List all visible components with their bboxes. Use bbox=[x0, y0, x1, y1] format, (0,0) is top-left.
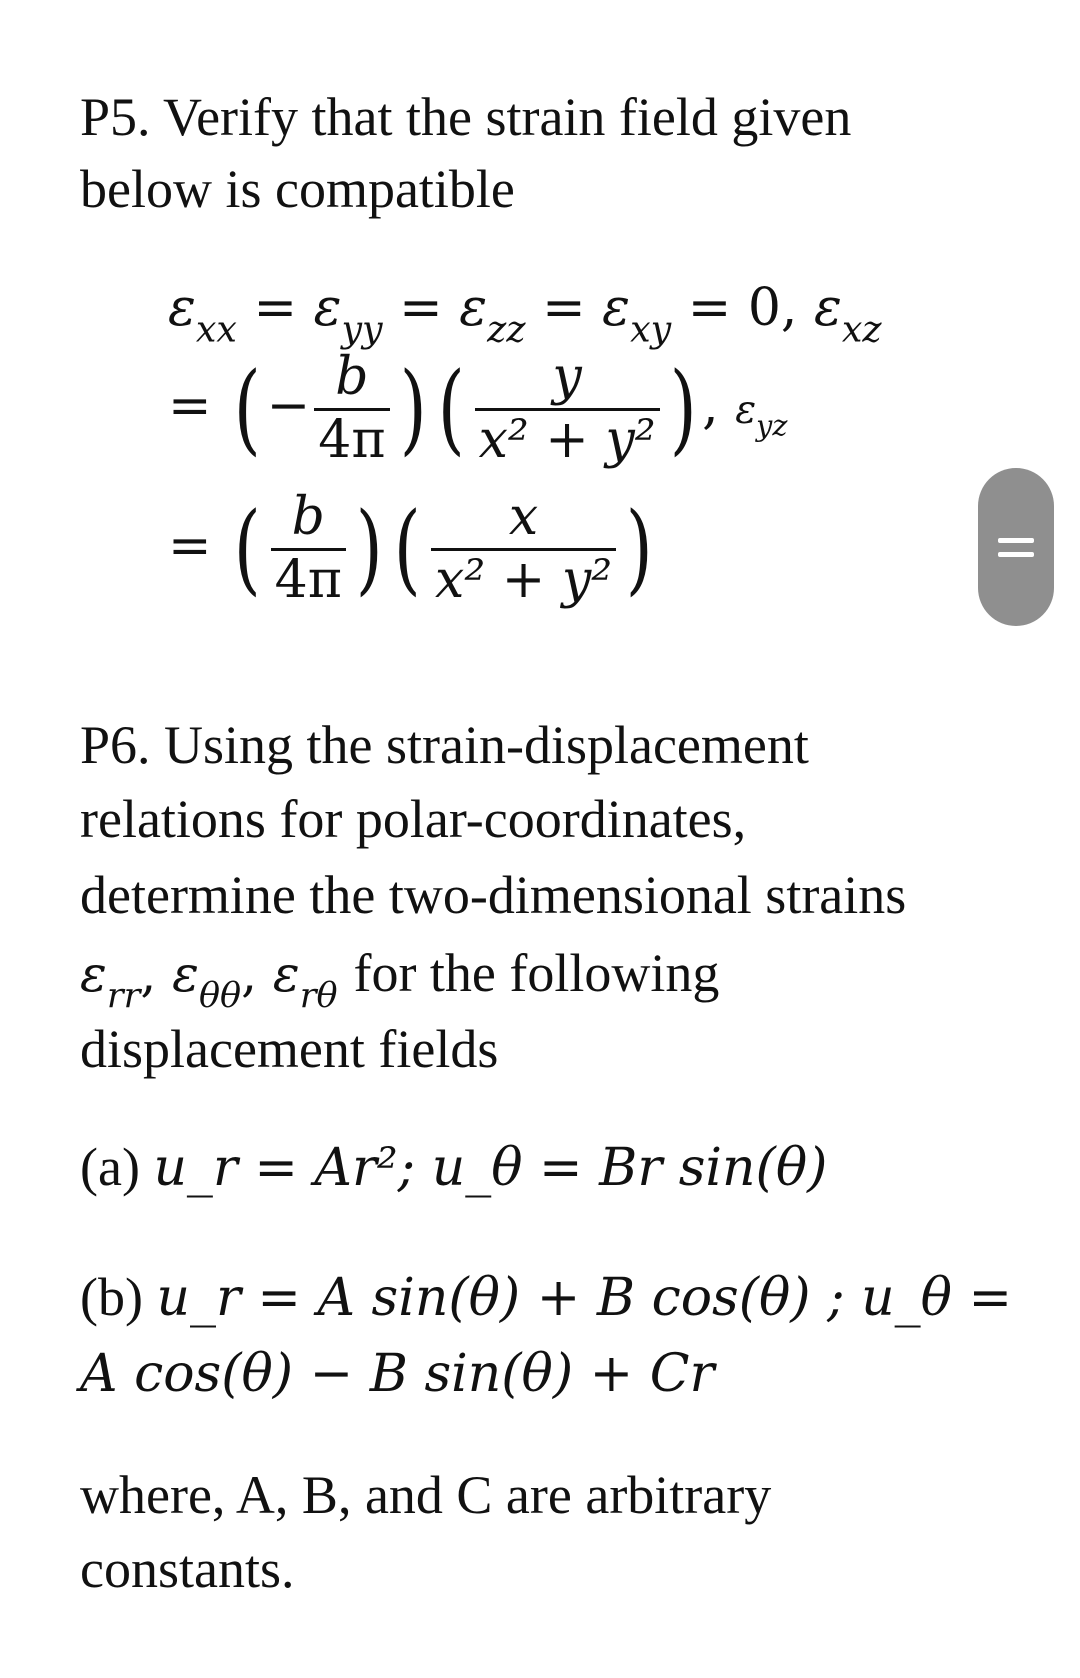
p6-line2: relations for polar-coordinates, bbox=[80, 789, 747, 849]
fraction-x-over-r2: $\frac{x}{\text{x² + y²}}$ bbox=[431, 488, 616, 611]
p6-line4: $\varepsilon_{rr}$, $\varepsilon_{\theta\theta}$, $\varepsilon_{r\theta}$ for the following bbox=[80, 943, 720, 1016]
p5-equation-line2: = ( − $\frac{b}{4\pi}$ ) ( $\frac{y}{\text{x² + y²}}$ ) , $\varepsilon_{yz}$ bbox=[168, 347, 788, 470]
p6-line5: displacement fields bbox=[80, 1019, 499, 1079]
grip-line-icon bbox=[998, 538, 1034, 543]
part-a: (a) u_r = Ar²; u_θ = Br sin(θ) bbox=[80, 1137, 828, 1198]
grip-line-icon bbox=[998, 552, 1034, 557]
part-b-line2: A cos(θ) − B sin(θ) + Cr bbox=[80, 1344, 715, 1404]
p5-title-line2: below is compatible bbox=[80, 159, 515, 219]
fraction-b-over-4pi: $\frac{b}{4\pi}$ bbox=[314, 348, 389, 471]
p6-line1: P6. Using the strain-displacement bbox=[80, 715, 809, 775]
fraction-y-over-r2: $\frac{y}{\text{x² + y²}}$ bbox=[475, 348, 660, 471]
scroll-drag-handle[interactable] bbox=[978, 468, 1054, 626]
where-line1: where, A, B, and C are arbitrary bbox=[80, 1465, 772, 1525]
p5-title-line1: P5. Verify that the strain field given bbox=[80, 87, 852, 147]
fraction-b-over-4pi-positive: $\frac{b}{4\pi}$ bbox=[271, 488, 346, 611]
part-b-line1: (b) u_r = A sin(θ) + B cos(θ) ; u_θ = bbox=[80, 1267, 1013, 1328]
p6-line3: determine the two-dimensional strains bbox=[80, 865, 907, 925]
p5-equation-line3: = ( $\frac{b}{4\pi}$ ) ( $\frac{x}{\text{x² + y²}}$ ) bbox=[168, 487, 653, 610]
where-line2: constants. bbox=[80, 1539, 295, 1599]
p5-equation-line1: $\varepsilon_{xx} = \varepsilon_{yy} = \varepsilon_{zz} = \varepsilon_{xy} = 0$, $\varepsilon_{xz}$ bbox=[168, 278, 882, 351]
